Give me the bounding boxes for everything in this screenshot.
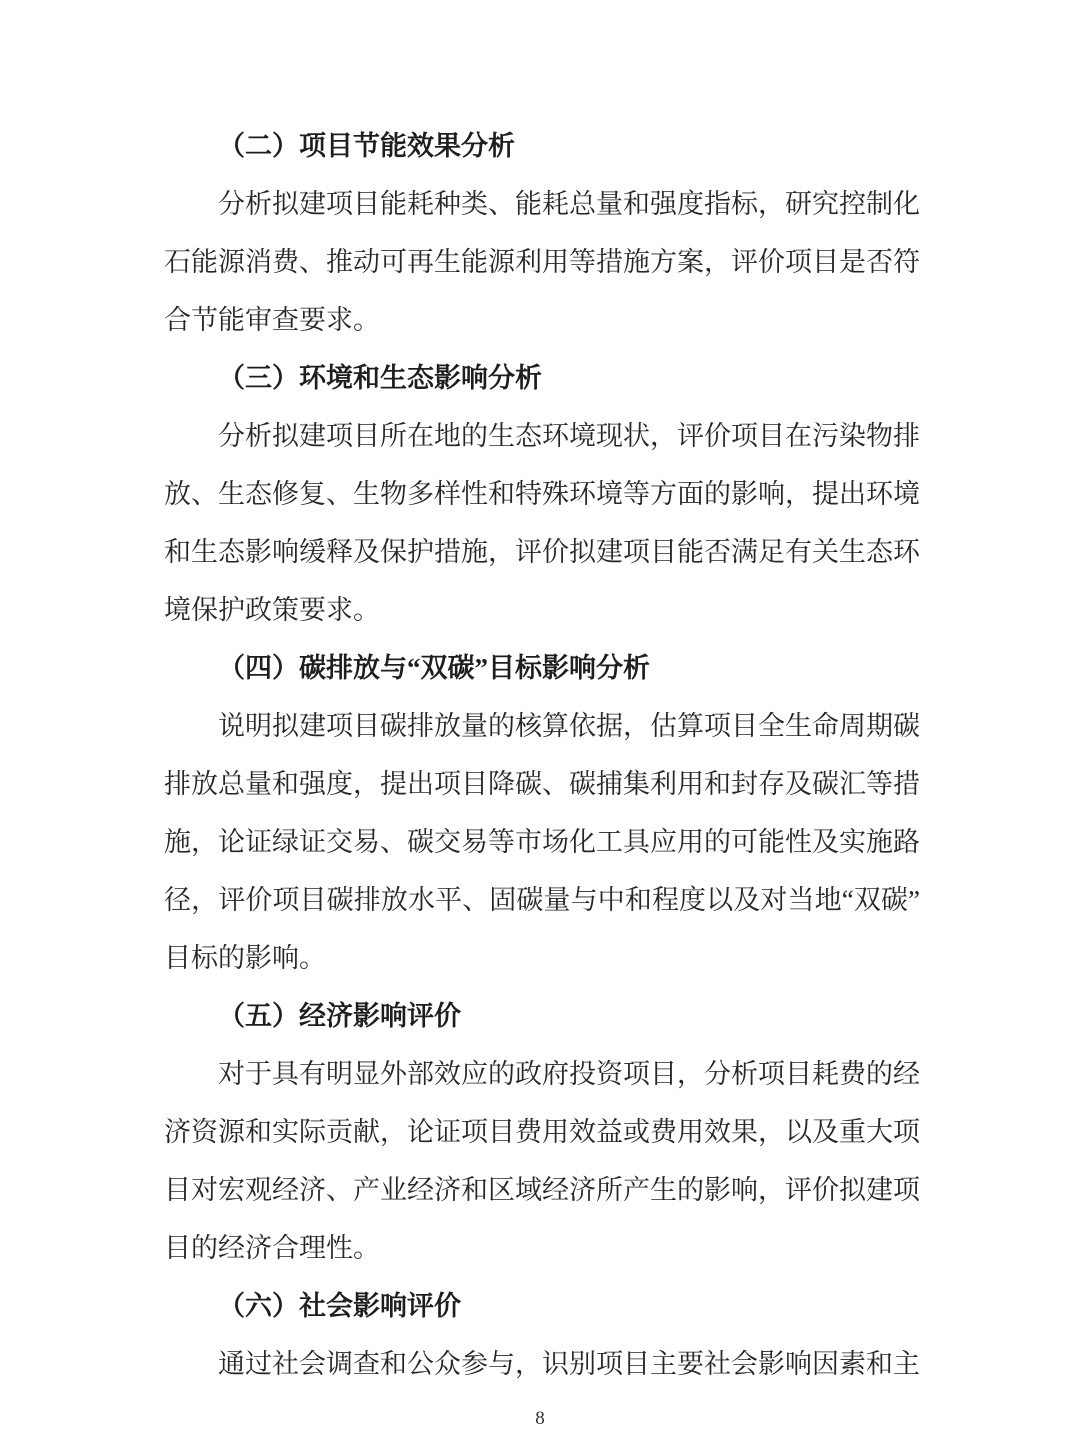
document-body (164, 117, 920, 1393)
section-heading: （五）经济影响评价 (218, 1001, 461, 1031)
paragraph-line: 济资源和实际贡献，论证项目费用效益或费用效果，以及重大项 (164, 1117, 920, 1147)
paragraph-line: 目标的影响。 (164, 943, 326, 973)
paragraph-line: 分析拟建项目所在地的生态环境现状，评价项目在污染物排 (218, 421, 920, 451)
paragraph-line: 排放总量和强度，提出项目降碳、碳捕集利用和封存及碳汇等措 (164, 769, 920, 799)
section-heading: （四）碳排放与“双碳”目标影响分析 (218, 653, 650, 683)
section-heading: （六）社会影响评价 (218, 1291, 461, 1321)
paragraph-line: 放、生态修复、生物多样性和特殊环境等方面的影响，提出环境 (164, 479, 920, 509)
paragraph-line: 合节能审查要求。 (164, 305, 380, 335)
paragraph-line: 目对宏观经济、产业经济和区域经济所产生的影响，评价拟建项 (164, 1175, 920, 1205)
paragraph-line: 径，评价项目碳排放水平、固碳量与中和程度以及对当地“双碳” (164, 885, 920, 915)
paragraph-line: 说明拟建项目碳排放量的核算依据，估算项目全生命周期碳 (218, 711, 920, 741)
paragraph-line: 石能源消费、推动可再生能源利用等措施方案，评价项目是否符 (164, 247, 920, 277)
paragraph-line: 对于具有明显外部效应的政府投资项目，分析项目耗费的经 (218, 1059, 920, 1089)
paragraph-line: 和生态影响缓释及保护措施，评价拟建项目能否满足有关生态环 (164, 537, 920, 567)
section-heading: （二）项目节能效果分析 (218, 131, 515, 161)
paragraph-line: 目的经济合理性。 (164, 1233, 380, 1263)
paragraph-line: 分析拟建项目能耗种类、能耗总量和强度指标，研究控制化 (218, 189, 920, 219)
paragraph-line: 通过社会调查和公众参与，识别项目主要社会影响因素和主 (218, 1349, 920, 1379)
paragraph-line: 施，论证绿证交易、碳交易等市场化工具应用的可能性及实施路 (164, 827, 920, 857)
paragraph-line: 境保护政策要求。 (164, 595, 380, 625)
section-heading: （三）环境和生态影响分析 (218, 363, 542, 393)
page-number: 8 (535, 1408, 545, 1429)
